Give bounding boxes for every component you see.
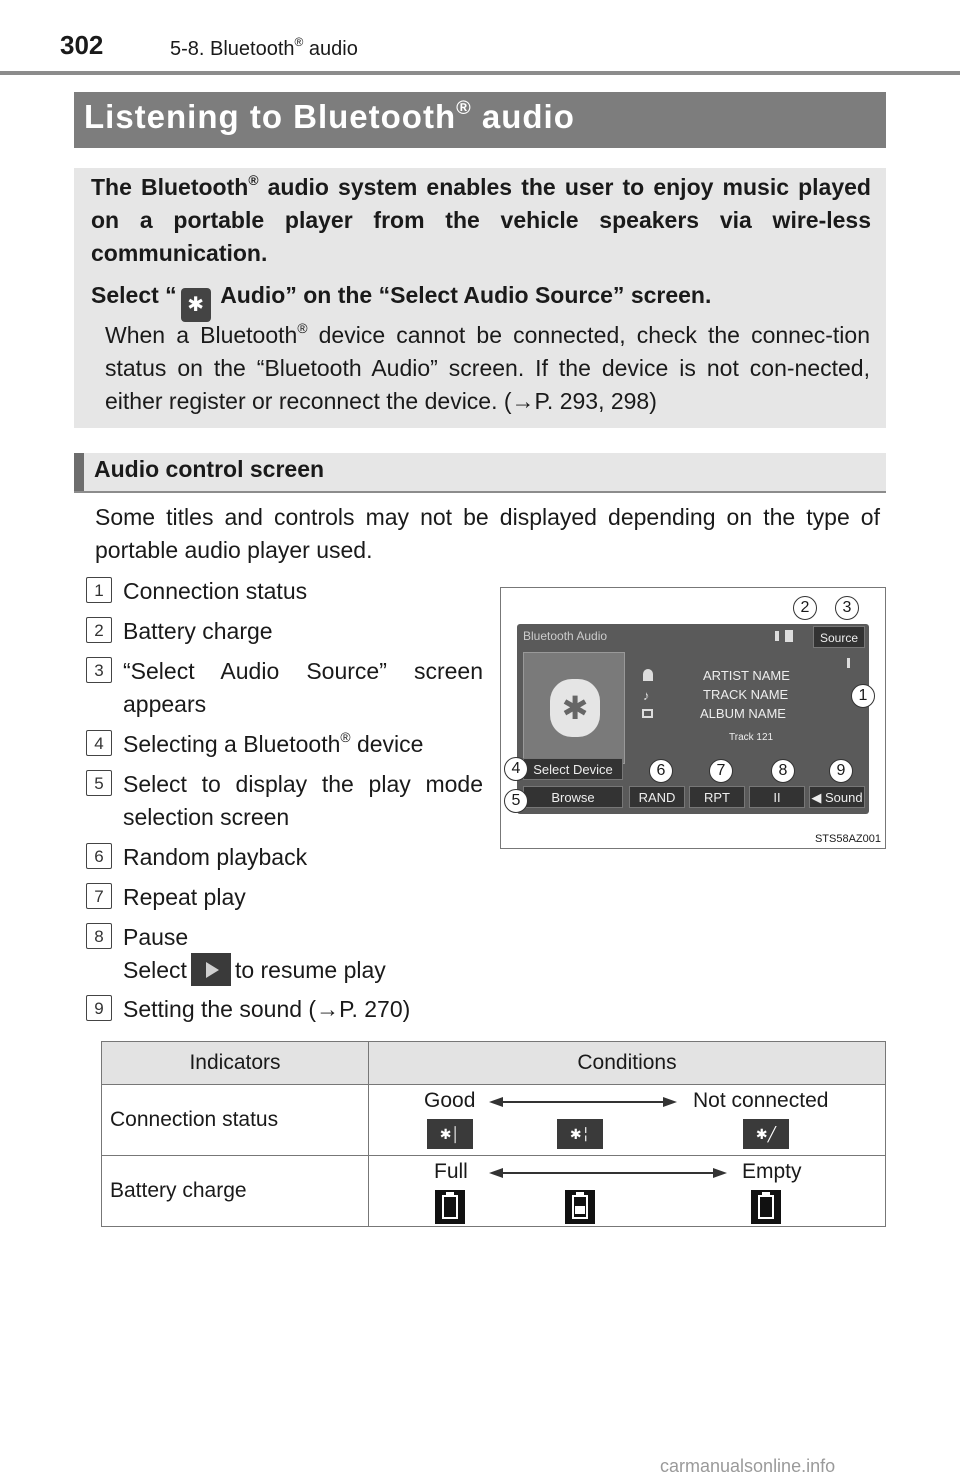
- repeat-button[interactable]: RPT: [689, 786, 745, 808]
- header-divider: [0, 71, 960, 75]
- conditions-cell: [369, 1156, 886, 1227]
- intro-note: When a Bluetooth® device cannot be connected, check the connec-tion status on the “Bluetooth Audio” screen. If the device is not con-nected, either register or reconnect the device. (→P. 293, 298): [105, 320, 871, 414]
- callout-6: 6: [649, 759, 673, 783]
- bluetooth-logo-icon: ✱: [550, 679, 600, 737]
- battery-empty-icon: [751, 1190, 781, 1224]
- table-row: [102, 1085, 886, 1156]
- callout-3: 3: [835, 596, 859, 620]
- column-header: Indicators: [102, 1042, 369, 1085]
- item-number: 4: [86, 730, 112, 756]
- list-item: Repeat play: [123, 884, 246, 910]
- scale-arrow-line: [501, 1172, 713, 1174]
- page-title: Listening to Bluetooth® audio: [84, 97, 575, 135]
- scale-start-label: Good: [424, 1089, 476, 1112]
- section-heading-text: Audio control screen: [94, 456, 325, 482]
- source-button[interactable]: Source: [813, 626, 865, 648]
- signal-not-connected-icon: ✱╱: [743, 1119, 789, 1149]
- callout-7: 7: [709, 759, 733, 783]
- callout-4: 4: [504, 757, 528, 781]
- list-item: Select to display the play mode: [123, 771, 483, 797]
- arrow-right-icon: [663, 1097, 677, 1107]
- watermark: carmanualsonline.info: [660, 1456, 836, 1476]
- track-number: Track 121: [729, 732, 774, 743]
- list-item-continued: Select to resume play: [123, 953, 483, 987]
- row-label: Battery charge: [102, 1156, 369, 1227]
- table-row: [102, 1156, 886, 1227]
- list-item: Random playback: [123, 844, 308, 870]
- item-number: 8: [86, 923, 112, 949]
- audio-control-screen: [517, 624, 869, 814]
- callout-2: 2: [793, 596, 817, 620]
- artist-name: ARTIST NAME: [703, 668, 790, 683]
- list-item: Battery charge: [123, 618, 273, 644]
- music-note-icon: ♪: [643, 688, 650, 703]
- album-icon: [642, 709, 653, 718]
- random-button[interactable]: RAND: [629, 786, 685, 808]
- item-number: 6: [86, 843, 112, 869]
- screen-title: Bluetooth Audio: [523, 629, 608, 643]
- play-icon: [191, 953, 231, 986]
- lead-paragraph: Some titles and controls may not be displayed depending on the type of portable audio player used.: [95, 504, 880, 563]
- list-item: Setting the sound (→P. 270): [123, 996, 411, 1022]
- signal-weak-icon: ✱╎: [557, 1119, 603, 1149]
- list-item: Pause: [123, 924, 189, 950]
- pause-button[interactable]: II: [749, 786, 805, 808]
- album-art: [523, 652, 625, 764]
- item-number: 3: [86, 657, 112, 683]
- battery-icon: [785, 630, 793, 642]
- battery-half-icon: [565, 1190, 595, 1224]
- column-header: Conditions: [369, 1042, 886, 1085]
- album-name: ALBUM NAME: [700, 706, 786, 721]
- list-item: “Select Audio Source” screen: [123, 658, 483, 684]
- callout-9: 9: [829, 759, 853, 783]
- track-name: TRACK NAME: [703, 687, 789, 702]
- figure-code: STS58AZ001: [814, 833, 881, 845]
- sound-button[interactable]: ◀ Sound: [809, 786, 865, 808]
- indicators-table: [101, 1041, 886, 1227]
- item-number: 2: [86, 617, 112, 643]
- select-device-button[interactable]: Select Device: [523, 758, 623, 780]
- section-reference: 5-8. Bluetooth® audio: [170, 35, 358, 60]
- item-number: 5: [86, 770, 112, 796]
- play-mode-icon: [847, 658, 850, 668]
- table-header-row: [102, 1042, 886, 1085]
- list-item: Selecting a Bluetooth® device: [123, 729, 424, 757]
- list-item: Connection status: [123, 578, 308, 604]
- callout-8: 8: [771, 759, 795, 783]
- artist-icon: [643, 669, 653, 681]
- scale-arrow-line: [501, 1101, 663, 1103]
- item-number: 9: [86, 995, 112, 1021]
- page-number: 302: [60, 30, 104, 60]
- scale-start-label: Full: [434, 1160, 468, 1183]
- signal-good-icon: ✱│: [427, 1119, 473, 1149]
- intro-paragraph: The Bluetooth® audio system enables the user to enjoy music played on a portable player from the vehicle speakers via wire-less communication.: [91, 172, 871, 266]
- item-number: 7: [86, 883, 112, 909]
- scale-end-label: Empty: [742, 1160, 802, 1183]
- browse-button[interactable]: Browse: [523, 786, 623, 808]
- callout-1: 1: [851, 684, 875, 708]
- callout-5: 5: [504, 789, 528, 813]
- page-title-bar: [74, 92, 886, 148]
- audio-screen-figure: [500, 587, 886, 849]
- heading-accent-bar: [74, 453, 84, 491]
- section-heading: [74, 453, 886, 493]
- battery-full-icon: [435, 1190, 465, 1224]
- row-label: Connection status: [102, 1085, 369, 1156]
- intro-instruction: Select “ ✱ Audio” on the “Select Audio Source” screen.: [91, 279, 711, 322]
- connection-status-icon: [775, 631, 779, 641]
- arrow-right-icon: [713, 1168, 727, 1178]
- scale-end-label: Not connected: [693, 1089, 829, 1112]
- intro-box: [74, 168, 886, 428]
- bluetooth-icon: ✱: [181, 288, 211, 322]
- item-number: 1: [86, 577, 112, 603]
- list-item-continued: appears: [123, 691, 207, 717]
- conditions-cell: [369, 1085, 886, 1156]
- list-item-continued: selection screen: [123, 804, 290, 830]
